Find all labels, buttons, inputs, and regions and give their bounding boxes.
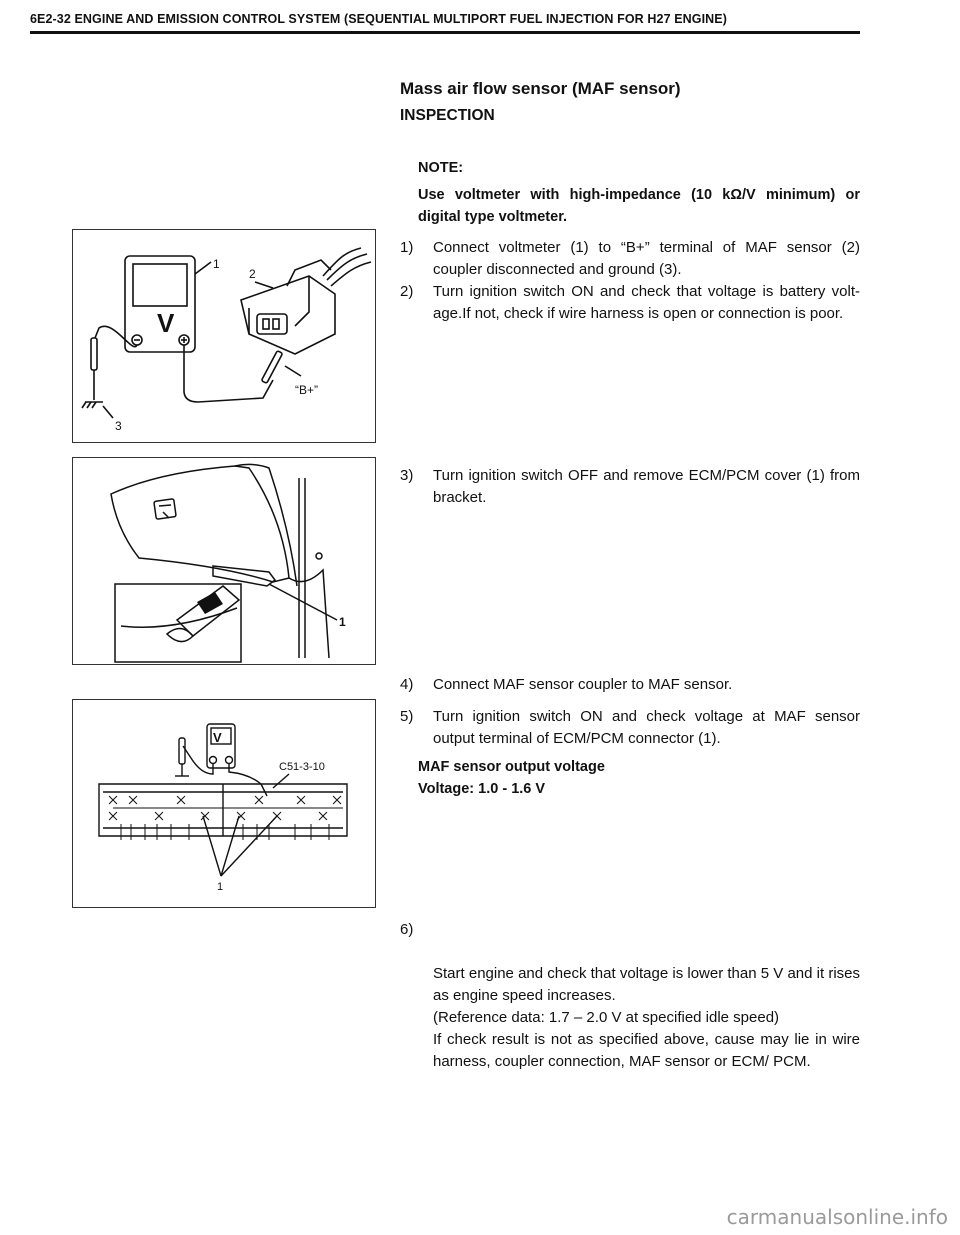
spec-block [418, 756, 605, 800]
switch-icon [154, 499, 176, 520]
section-subtitle: INSPECTION [400, 107, 495, 124]
step-text: Connect voltmeter (1) to “B+” terminal of MAF sensor (2) coupler disconnected and ground (3). [433, 239, 860, 278]
callout-2: 2 [249, 267, 256, 281]
voltmeter-display [133, 264, 187, 306]
step-5 [400, 706, 860, 750]
watermark: carmanualsonline.info [726, 1205, 948, 1229]
voltmeter-coupler-illustration [73, 230, 375, 442]
step-number: 2) [400, 283, 414, 300]
step-3 [400, 465, 860, 509]
step-text: Turn ignition switch ON and check voltage at MAF sensor output terminal of ECM/PCM connector (1). [433, 708, 860, 747]
figure-ecm-cover [72, 457, 376, 665]
figure-ecm-connector [72, 699, 376, 908]
step-1 [400, 237, 860, 281]
note-label: NOTE: [418, 160, 464, 176]
step-2 [400, 281, 860, 325]
callout-1: 1 [217, 881, 224, 893]
step-text: Turn ignition switch ON and check that voltage is battery volt-age.If not, check if wire harness is open or connection is poor. [433, 283, 860, 322]
step-text: Start engine and check that voltage is lower than 5 V and it rises as engine speed increases. (Reference data: 1.7 – 2.0 V at specified idle speed) If check result is not as specified above, cause may lie in wire harness, coupler connection, MAF sensor or ECM/ PCM. [433, 965, 860, 1070]
inset-box [115, 584, 241, 662]
spec-value: Voltage: 1.0 - 1.6 V [418, 781, 546, 797]
callout-bplus: “B+” [295, 383, 319, 397]
figure-voltmeter-maf-coupler [72, 229, 376, 443]
note-text: Use voltmeter with high-impedance (10 kΩ/V minimum) or digital type voltmeter. [418, 187, 860, 225]
page-header: 6E2-32 ENGINE AND EMISSION CONTROL SYSTEM (SEQUENTIAL MULTIPORT FUEL INJECTION FOR H27 ENGINE) [30, 12, 727, 26]
step-number: 4) [400, 676, 414, 693]
step-4 [400, 674, 860, 696]
negative-probe [91, 338, 97, 370]
step-number: 5) [400, 708, 414, 725]
step-text: Connect MAF sensor coupler to MAF sensor. [433, 676, 733, 693]
meter-letter: V [157, 308, 175, 338]
meter-letter: V [213, 730, 222, 745]
terminal-label: C51-3-10 [279, 761, 325, 773]
maf-coupler [241, 276, 335, 354]
header-rule [30, 31, 860, 34]
ecm-connector-illustration [73, 700, 375, 907]
spec-title: MAF sensor output voltage [418, 759, 605, 775]
section-title: Mass air flow sensor (MAF sensor) [400, 79, 681, 98]
callout-1: 1 [339, 615, 346, 629]
dash-panel [111, 466, 289, 582]
step-number: 1) [400, 239, 414, 256]
callout-3: 3 [115, 419, 122, 433]
callout-1: 1 [213, 257, 220, 271]
positive-probe [261, 351, 282, 384]
note-box [418, 157, 860, 228]
step-6 [400, 919, 860, 1095]
step-number: 3) [400, 467, 414, 484]
step-text: Turn ignition switch OFF and remove ECM/PCM cover (1) from bracket. [433, 467, 860, 506]
step-number: 6) [400, 921, 414, 938]
terminal-grid [109, 796, 343, 840]
ecm-cover-illustration [73, 458, 375, 664]
